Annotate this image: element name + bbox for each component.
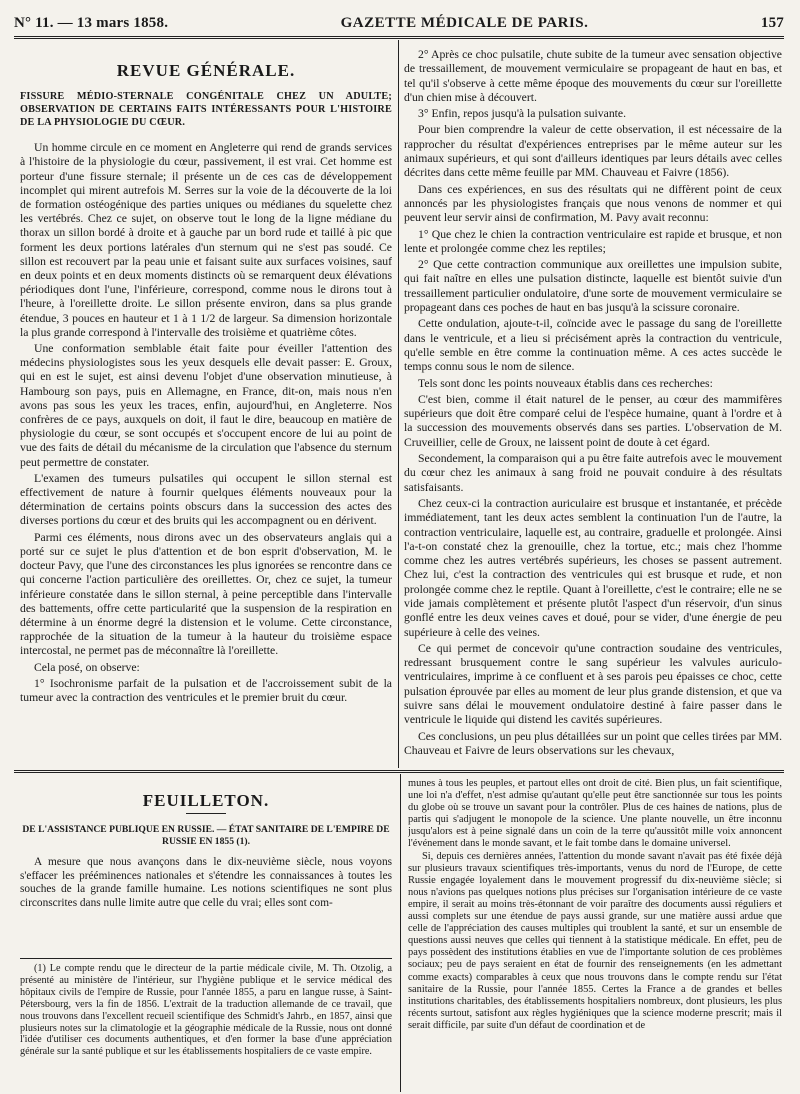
paragraph: 1° Isochronisme parfait de la pulsation et de l'accroissement subit de la tumeur avec la contraction des ventricules et le premier bruit du cœur. [20, 676, 392, 704]
paragraph: Tels sont donc les points nouveaux établis dans ces recherches: [418, 376, 713, 390]
paragraph: Si, depuis ces dernières années, l'attention du monde savant n'avait pas été fixée déjà sur plusieurs travaux scientifiques très-importants, venus du nord de l'Europe, de cette Russie engagée loyalement dans le mouvement progressif du dix-neuvième siècle; si nous n'avions pas quelques notions plus précises sur l'organisation intérieure de ce vaste empire, il serait au moins très-étonnant de voir paraître des documents aussi réguliers et aussi complets sur une étendue de pays aussi grande, sur une matière aussi ardue que celle de l'appréciation des causes multiples qui troublent la santé, et sur un ensemble de questions aussi neuves que celles qui tiennent à la statistique médicale. En effet, peu de pays possèdent des institutions établies en vue de l'importante solution de ces problèmes sociaux; peu de pays seraient en état de fournir des renseignements (en les admettant comme exacts) comparables à ceux que nous trouvons dans le compte rendu sur l'état sanitaire de la Russie, pour l'année 1855. Certes la France a de grandes et belles institutions charitables, des établissements hospitaliers nombreux, dont plusieurs, les plus récents surtout, satisfont aux règles hygiéniques que la science moderne prescrit; mais il serait difficile, par suite d'un défaut de coordination et de [408, 850, 782, 1031]
footnote-rule [20, 958, 392, 959]
paragraph: munes à tous les peuples, et partout elles ont droit de cité. Bien plus, un fait scientifique, une loi n'a d'effet, n'est admise qu'autant qu'elle peut être sanctionnée sur tous les points du globe où se trouve un savant pour la contrôler. Plus de ces haines de nations, plus de partis qui s'adjugent le monopole de la science. Une plante nouvelle, un être inconnu jusqu'alors est à peine signalé dans un coin de la terre qu'aussitôt mille voix annoncent l'événement dans le monde savant, et le fait tombe dans le domaine universel. [408, 778, 782, 850]
column-divider [398, 40, 399, 768]
paragraph: Ces conclusions, un peu plus détaillées sur un point que celles tirées par MM. Chauveau et Faivre de leurs observations sur les chevaux, [404, 729, 782, 757]
column-divider [400, 774, 401, 1092]
paragraph: C'est bien, comme il était naturel de le penser, au cœur des mammifères supérieurs que doit être comparé celui de l'espèce humaine, quant à l'ordre et à la succession des mouvements observés dans ses parties. L'observation de M. Cruveillier, celle de Groux, ne laissent point de doute à cet égard. [404, 392, 782, 449]
paragraph: Dans ces expériences, en sus des résultats qui ne diffèrent point de ceux annoncés par les physiologistes français que nous venons de nommer et qui peuvent leur servir ainsi de confirmation, M. Pavy avait reconnu: [404, 182, 782, 225]
paragraph: Cela posé, on observe: [34, 660, 140, 674]
footnote [20, 963, 392, 1089]
paragraph: 2° Après ce choc pulsatile, chute subite de la tumeur avec sensation objective de tressaillement, de mouvement vermiculaire se propageant de haut en bas, et tel qu'il s'observe à cette même époque des mouvements du cœur sur l'oreillette d'un chien mise à découvert. [404, 48, 782, 104]
paragraph: Chez ceux-ci la contraction auriculaire est brusque et instantanée, et précède immédiatement, tant les deux actes semblent la continuation l'un de l'autre, la contraction ventriculaire, laquelle est, au contraire, graduelle et prolongée. Ainsi l'a-t-on constaté chez la grenouille, chez la tortue, etc.; mais chez l'homme comme chez les autres vertébrés supérieurs, les choses se passent autrement. Chez lui, c'est la contraction des ventricules qui est brusque et rude, et non prolongée comme chez le reptile. Quant à l'oreillette, c'est le contraire; elle ne se vide jamais complètement et présente plutôt l'aspect d'un réservoir, d'un sinus gonflé entre les deux veines caves et doué, pour se vider, d'une énergie de peu supérieure à celle des veines. [404, 496, 782, 639]
feuilleton-heading: DE L'ASSISTANCE PUBLIQUE EN RUSSIE. — ÉTAT SANITAIRE DE L'EMPIRE DE RUSSIE EN 1855 (1). [22, 824, 390, 848]
page-number: 157 [760, 14, 784, 31]
paragraph: Secondement, la comparaison qui a pu être faite autrefois avec le mouvement du cœur chez les animaux à sang froid ne pouvait conduire à des résultats satisfaisants. [404, 452, 782, 494]
paragraph: Un homme circule en ce moment en Angleterre qui rend de grands services à l'histoire de la physiologie du cœur, passivement, il est vrai. Cet homme est porteur d'une fissure sternale; il présente un de ces cas de développement incomplet qui mirent autrefois M. Serres sur la voie de la découverte de la loi de formation ostéogénique des parties uniques ou médianes du squelette chez les vertébrés. Chez ce sujet, on observe tout le long de la ligne médiane du thorax un sillon bordé à droite et à gauche par un bord rude et taillé à pic que forment les deux portions latérales d'un sternum qui ne s'est pas soudé. Ce sillon est recouvert par la peau unie et faisant suite aux surfaces voisines, sauf en deux points et en deux moments distincts où se remarquent deux élévations périodiques dont l'une, l'inférieure, correspond, comme nous le dirons tout à l'heure, à l'oreillette droite. Le sillon présente environ, dans sa plus grande étendue, 3 pouces en hauteur et 1 à 1 1/2 de largeur. Sa dimension horizontale la plus grande correspond à l'intervalle des troisième et quatrième côtes. [20, 141, 392, 339]
paragraph: 1° Que chez le chien la contraction ventriculaire est rapide et brusque, et non lente et prolongée comme chez les reptiles; [404, 227, 782, 255]
publication-title: GAZETTE MÉDICALE DE PARIS. [340, 14, 589, 31]
revue-right-column [404, 48, 782, 763]
revue-left-column [20, 48, 392, 763]
section-title-feuilleton: FEUILLETON. [142, 791, 270, 810]
paragraph: 3° Enfin, repos jusqu'à la pulsation suivante. [418, 107, 627, 121]
section-title-revue: REVUE GÉNÉRALE. [116, 61, 296, 80]
issue-number-date: N° 11. — 13 mars 1858. [14, 14, 169, 31]
paragraph: Parmi ces éléments, nous dirons avec un des observateurs anglais qui a porté sur ce sujet le plus d'attention et de bon esprit d'observation, M. le docteur Pavy, que l'une des circonstances les plus ignorées se rencontre dans ce qui concerne l'action particulière des oreillettes. Or, chez ce sujet, la tumeur inférieure constatée dans le sillon sternal, à peine perceptible dans l'intervalle des battements, offre cette particularité que la suspension de la respiration en détermine à un énorme degré la distension et le volume. Cette circonstance, rapprochée de la situation de la tumeur à la hauteur du troisième espace intercostal, ne permet pas de méconnaître là l'oreillette. [20, 530, 392, 658]
article-heading: FISSURE MÉDIO-STERNALE CONGÉNITALE CHEZ UN ADULTE; OBSERVATION DE CERTAINS FAITS INTÉRESSANTS POUR L'HISTOIRE DE LA PHYSIOLOGIE DU CŒUR. [20, 91, 392, 129]
paragraph: Ce qui permet de concevoir qu'une contraction soudaine des ventricules, redressant brusquement contre le sang supérieur les valvules auriculo-ventriculaires, imprime à ce confluent et à ses parois peu épaisses ce choc, cette pulsation éprouvée par elles au moment de leur plus grande distension, et que va suivre sans délai le mouvement ondulatoire destiné à faire passer dans le ventricule le liquide qui distend les cavités supérieures. [404, 641, 782, 727]
title-rule [186, 813, 226, 814]
feuilleton-right-column [408, 778, 782, 1090]
paragraph: Cette ondulation, ajoute-t-il, coïncide avec le passage du sang de l'oreillette dans le ventricule, et a lieu si précisément après la contraction du ventricule, qu'elle semble en être comme la continuation même. A ces actes succède le temps connu sous le nom de silence. [404, 317, 782, 374]
paragraph: L'examen des tumeurs pulsatiles qui occupent le sillon sternal est effectivement de nature à fournir quelques éléments nouveaux pour la détermination de certains points obscurs dans la succession des actes des diverses portions du cœur et des bruits qui les accompagnent ou en dérivent. [20, 471, 392, 528]
footnote-text: (1) Le compte rendu que le directeur de la partie médicale civile, M. Th. Otzolig, a présenté au ministère de l'intérieur, sur l'hygiène publique et le service médical des hôpitaux civils de l'empire de Russie, pour l'année 1855, a paru en langue russe, à Saint-Pétersbourg, vers la fin de 1856. L'extrait de la traduction allemande de ce travail, que nous trouvons dans l'excellent recueil scientifique des Schmidt's Jahrb., en 1857, ainsi que plusieurs notes sur la climatologie et la géographie médicale de la Russie, nous ont donné l'idée d'utiliser ces documents authentiques, et d'en former la base d'une appréciation générale sur la santé publique et sur les établissements hospitaliers de ce vaste empire. [20, 963, 392, 1058]
feuilleton-left-column [20, 778, 392, 958]
paragraph: A mesure que nous avançons dans le dix-neuvième siècle, nous voyons s'effacer les prééminences nationales et s'étendre les connaissances à toutes les souches de la grande famille humaine. Les notions scientifiques ne sont plus circonscrites dans nulle limite autre que celle du vrai; elles sont com- [20, 856, 392, 909]
running-header [14, 10, 784, 39]
paragraph: Une conformation semblable était faite pour éveiller l'attention des médecins physiologistes sous les yeux desquels elle devait passer: E. Groux, qui en est le sujet, est ainsi devenu l'objet d'une observation minutieuse, à Hambourg son pays, puis en Allemagne, en France, dit-on, mais nous n'en avons pas sous les yeux les traces, enfin, aujourd'hui, en Angleterre. Nos confrères de ce pays, auxquels on doit, il faut le dire, beaucoup en matière de physiologie du cœur, se sont occupés et s'occupent encore de lui au point de vue des faits de détail du mécanisme de la circulation que l'absence du sternum peut permettre de constater. [20, 342, 392, 469]
paragraph: Pour bien comprendre la valeur de cette observation, il est nécessaire de la rapprocher du résultat d'expériences entreprises par le même auteur sur les animaux supérieurs, et qui sont d'ailleurs identiques par leurs détails avec celles décrites dans cette même feuille par MM. Chauveau et Faivre (1856). [404, 123, 782, 180]
feuilleton-separator [14, 770, 784, 773]
paragraph: 2° Que cette contraction communique aux oreillettes une impulsion subite, qui fait naître en elles une pulsation distincte, laquelle est bientôt suivie d'un tressaillement particulier ondulatoire, d'une sorte de mouvement vermiculaire se propageant dans ces poches de haut en bas jusqu'à la scissure coronaire. [404, 258, 782, 315]
